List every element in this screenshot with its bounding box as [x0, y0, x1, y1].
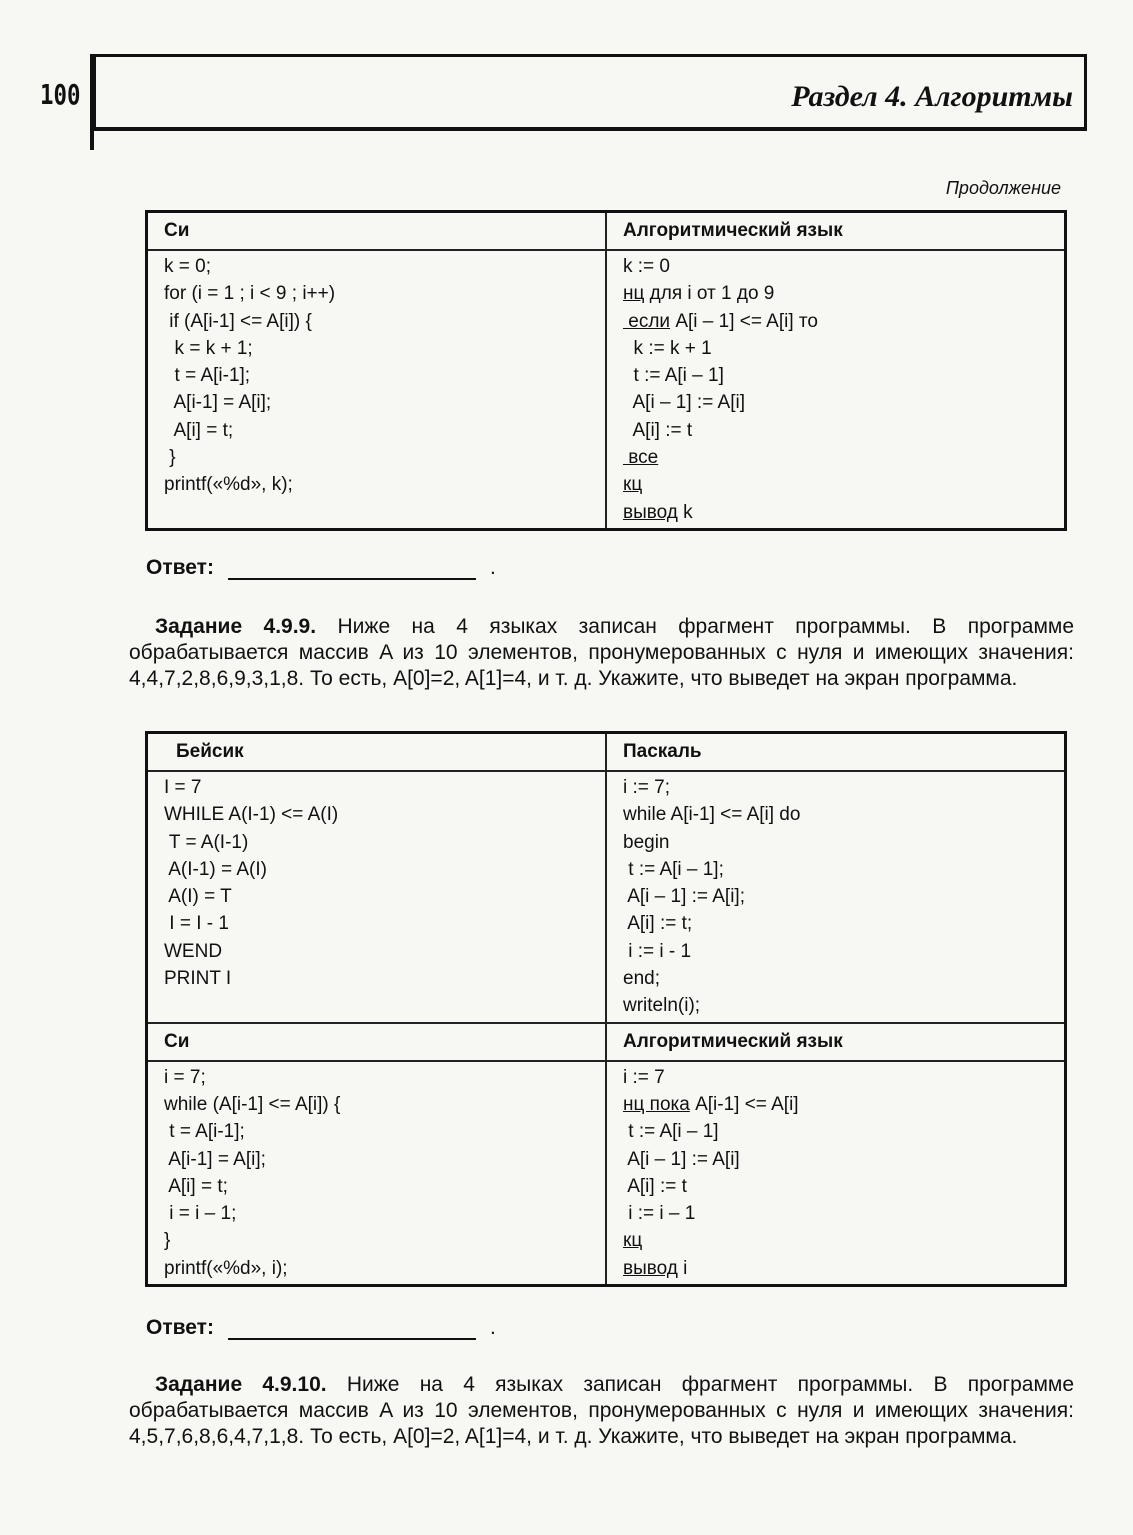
section-title: Раздел 4. Алгоритмы	[791, 80, 1073, 113]
code-line: i = 7;	[164, 1066, 206, 1088]
task-text: Ниже на 4 языках записан фрагмент программы. В программе обрабатывается массив A из 10 элементов, пронумерованных с нуля и имеющих значения: 4,5,7,6,8,6,4,7,1,8. То есть, A[0]=2, A[1]=4, и т. д. Укажите, что выведет на экран программа.	[129, 1373, 1075, 1448]
page-number: 100	[40, 78, 81, 111]
code-line: A[i – 1] := A[i]	[623, 392, 745, 414]
code-line: A[i-1] = A[i];	[164, 1148, 266, 1170]
task-4-9-9	[129, 614, 1074, 692]
basic-code	[147, 771, 607, 1023]
answer-line-1: Ответ: .	[146, 556, 496, 579]
answer-blank[interactable]	[228, 558, 476, 580]
code-line: k = k + 1;	[164, 337, 253, 359]
c-header: Си	[147, 1023, 607, 1061]
code-line: A(I) = T	[164, 886, 232, 908]
answer-label: Ответ:	[146, 556, 214, 579]
task-title: Задание 4.9.10.	[155, 1373, 327, 1396]
c-code	[147, 1061, 607, 1286]
code-line: t := A[i – 1];	[623, 858, 724, 880]
code-line: i := 7	[623, 1066, 665, 1088]
code-line: k = 0;	[164, 256, 211, 277]
code-line: t := A[i – 1]	[623, 365, 724, 387]
code-line: A[i] := t	[623, 419, 693, 441]
code-table-2	[145, 731, 1067, 1287]
algo-header: Алгоритмический язык	[606, 212, 1066, 251]
code-line: begin	[623, 831, 670, 853]
code-line: WEND	[164, 940, 223, 962]
task-title: Задание 4.9.9.	[155, 615, 317, 638]
code-line: если A[i – 1] <= A[i] то	[623, 310, 818, 332]
code-line: все	[623, 447, 659, 469]
code-line: A[i] := t	[623, 1175, 687, 1197]
code-line: k := k + 1	[623, 337, 712, 359]
code-line: I = 7	[164, 777, 202, 798]
code-line: нц пока A[i-1] <= A[i]	[623, 1093, 799, 1115]
answer-line-2: Ответ: .	[146, 1316, 496, 1339]
algo-header: Алгоритмический язык	[606, 1023, 1066, 1061]
code-line: t = A[i-1];	[164, 1121, 245, 1143]
code-line: printf(«%d», k);	[164, 474, 293, 496]
header-divider	[90, 124, 94, 150]
continuation-label: Продолжение	[945, 178, 1061, 198]
code-table-1	[145, 210, 1067, 531]
pascal-header: Паскаль	[606, 733, 1066, 772]
basic-header: Бейсик	[147, 733, 607, 772]
code-line: i := i – 1	[623, 1203, 696, 1225]
code-line: A[i – 1] := A[i]	[623, 1148, 740, 1170]
code-line: A[i] = t;	[164, 419, 234, 441]
code-line: вывод i	[623, 1257, 688, 1279]
code-line: A(I-1) = A(I)	[164, 858, 267, 880]
task-text: Ниже на 4 языках записан фрагмент программы. В программе обрабатывается массив A из 10 элементов, пронумерованных с нуля и имеющих значения: 4,4,7,2,8,6,9,3,1,8. То есть, A[0]=2, A[1]=4, и т. д. Укажите, что выведет на экран программа.	[129, 615, 1074, 690]
code-line: T = A(I-1)	[164, 831, 249, 853]
task-4-9-10	[129, 1372, 1074, 1450]
code-line: if (A[i-1] <= A[i]) {	[164, 310, 312, 332]
code-line: вывод k	[623, 501, 693, 523]
code-line: кц	[623, 474, 643, 496]
code-line: A[i] := t;	[623, 913, 693, 935]
code-line: кц	[623, 1230, 643, 1252]
code-line: I = I - 1	[164, 913, 229, 935]
algo-code	[606, 250, 1066, 529]
pascal-code	[606, 771, 1066, 1023]
code-line: }	[164, 447, 176, 469]
code-line: i = i – 1;	[164, 1203, 237, 1225]
algo-code	[606, 1061, 1066, 1286]
code-line: WHILE A(I-1) <= A(I)	[164, 804, 339, 826]
code-line: while (A[i-1] <= A[i]) {	[164, 1093, 341, 1115]
code-line: while A[i-1] <= A[i] do	[623, 804, 801, 826]
code-line: end;	[623, 968, 660, 990]
code-line: A[i] = t;	[164, 1175, 228, 1197]
answer-label: Ответ:	[146, 1316, 214, 1339]
c-header: Си	[147, 212, 607, 251]
code-line: for (i = 1 ; i < 9 ; i++)	[164, 283, 336, 305]
code-line: t = A[i-1];	[164, 365, 251, 387]
code-line: printf(«%d», i);	[164, 1257, 288, 1279]
code-line: i := 7;	[623, 777, 670, 798]
code-line: }	[164, 1230, 171, 1252]
answer-blank[interactable]	[228, 1318, 476, 1340]
c-code	[147, 250, 607, 529]
code-line: A[i-1] = A[i];	[164, 392, 272, 414]
code-line: writeln(i);	[623, 995, 701, 1017]
code-line: нц для i от 1 до 9	[623, 283, 775, 305]
code-line: t := A[i – 1]	[623, 1121, 719, 1143]
code-line: k := 0	[623, 256, 670, 277]
code-line: PRINT I	[164, 968, 232, 990]
code-line: A[i – 1] := A[i];	[623, 886, 745, 908]
code-line: i := i - 1	[623, 940, 692, 962]
